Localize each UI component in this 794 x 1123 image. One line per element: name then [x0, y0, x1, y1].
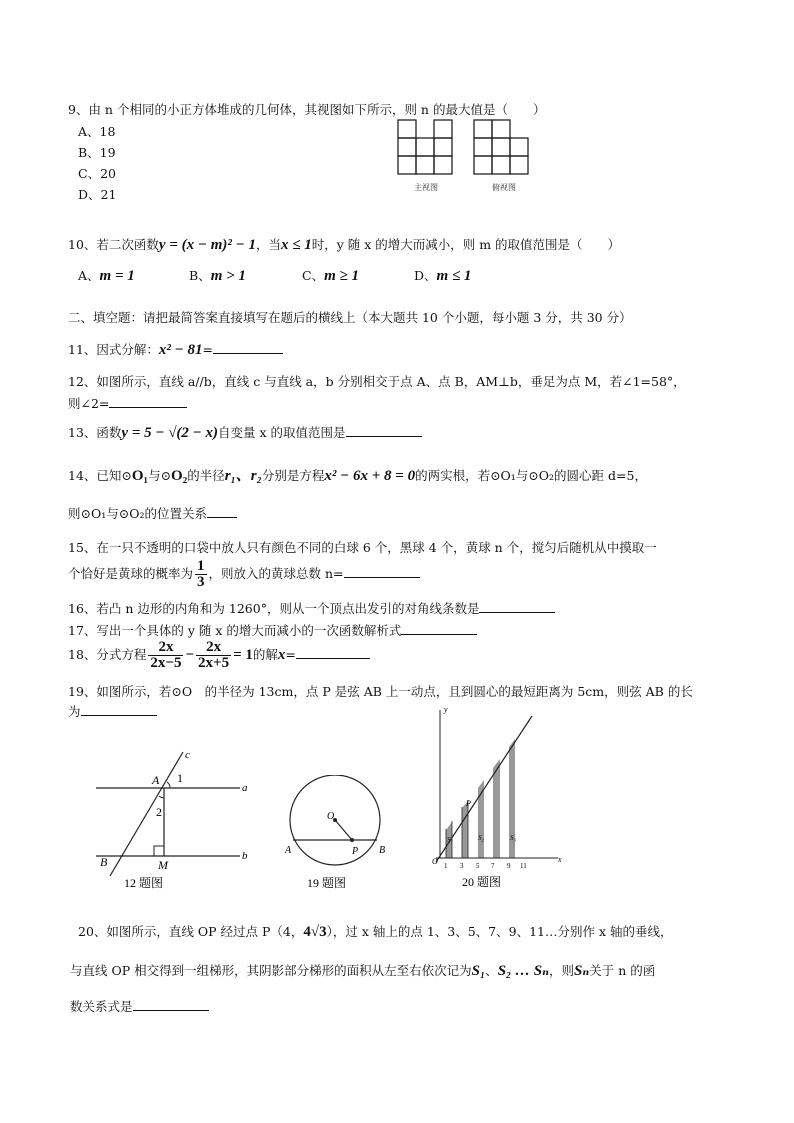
q17-answer-blank [401, 622, 477, 635]
q9-option-d: D、21 [78, 187, 117, 202]
svg-text:B: B [379, 845, 386, 856]
section2-heading: 二、填空题：请把最简答案直接填写在题后的横线上（本大题共 10 个小题，每小题 3 分，共 30 分） [68, 310, 632, 325]
q11: 11、因式分解：x² − 81= [68, 340, 283, 359]
svg-text:x: x [558, 855, 562, 864]
front-view-grid [398, 120, 452, 174]
q15-answer-blank [344, 565, 420, 578]
q19-line2: 为 [68, 702, 157, 720]
q10-function: y = (x − m)² − 1 [158, 237, 256, 253]
svg-text:M: M [158, 858, 168, 872]
q13-answer-blank [346, 424, 422, 437]
q12-line2: 则∠2= [68, 394, 187, 412]
q10-stem: 10、若二次函数y = (x − m)² − 1，当x ≤ 1时，y 随 x 的增大而减小，则 m 的取值范围是（ ） [68, 237, 621, 253]
top-view-label: 俯视图 [492, 183, 516, 192]
q19-answer-blank [81, 703, 157, 716]
q20-line3: 数关系式是 [70, 997, 209, 1015]
q9-option-b: B、19 [78, 145, 116, 160]
q9-stem: 9、由 n 个相同的小正方体堆成的几何体，其视图如下所示，则 n 的最大值是（ ） [68, 102, 546, 117]
fig12-caption: 12 题图 [124, 876, 164, 890]
svg-text:1: 1 [444, 862, 448, 870]
svg-text:A: A [152, 773, 160, 787]
fig20 [430, 706, 570, 891]
q20-line2: 与直线 OP 相交得到一组梯形，其阴影部分梯形的面积从左至右依次记为S₁、S₂ … Sₙ，则Sₙ关于 n 的函 [70, 963, 656, 979]
q16-answer-blank [479, 600, 555, 613]
svg-text:y: y [444, 706, 448, 714]
q10-option-d: D、m ≤ 1 [414, 268, 472, 284]
svg-text:B: B [100, 855, 108, 869]
q15-line2: 个恰好是黄球的概率为 $\frac{1}{3}$ ，则放入的黄球总数 n= [68, 559, 420, 590]
q11-answer-blank [213, 341, 283, 354]
top-view-grid [474, 120, 528, 174]
q12-answer-blank [109, 395, 187, 408]
q12-line1: 12、如图所示，直线 a//b，直线 c 与直线 a，b 分别相交于点 A、点 B，AM⊥b，垂足为点 M，若∠1=58°， [68, 374, 686, 389]
fig12 [90, 748, 260, 893]
svg-text:c: c [185, 749, 190, 761]
q16: 16、若凸 n 边形的内角和为 1260°，则从一个顶点出发引的对角线条数是 [68, 599, 555, 617]
fig19-caption: 19 题图 [307, 876, 347, 890]
fig20-caption: 20 题图 [462, 875, 502, 889]
q10-option-c: C、m ≥ 1 [302, 268, 359, 284]
svg-text:P: P [466, 799, 471, 808]
q19-line1: 19、如图所示，若⊙O 的半径为 13cm，点 P 是弦 AB 上一动点，且到圆心的最短距离为 5cm，则弦 AB 的长 [68, 684, 693, 699]
q10-condition: x ≤ 1 [280, 237, 312, 253]
q10-option-a: A、m = 1 [78, 268, 135, 284]
q20-answer-blank [133, 998, 209, 1011]
svg-text:1: 1 [177, 771, 183, 785]
svg-text:9: 9 [507, 862, 511, 870]
q17: 17、写出一个具体的 y 随 x 的增大而减小的一次函数解析式 [68, 621, 477, 639]
q13: 13、函数y = 5 − √(2 − x)自变量 x 的取值范围是 [68, 423, 422, 442]
svg-text:S₁: S₁ [447, 836, 453, 844]
q14-line2: 则⊙O₁与⊙O₂的位置关系 [68, 504, 237, 522]
front-view-label: 主视图 [414, 183, 438, 192]
svg-text:O: O [327, 811, 335, 822]
fig19 [280, 775, 400, 895]
q20-line1: 20、如图所示，直线 OP 经过点 P（4，4√3），过 x 轴上的点 1、3、5、7、9、11…分别作 x 轴的垂线， [78, 924, 673, 940]
q18: 18、分式方程 $\frac{2x}{2x-5}$ − $\frac{2x}{2x+5}$ = 1的解x= [68, 640, 370, 671]
svg-text:a: a [242, 782, 248, 794]
svg-text:3: 3 [460, 862, 464, 870]
svg-text:2: 2 [156, 805, 162, 819]
svg-text:P: P [352, 846, 359, 857]
q10-option-b: B、m > 1 [189, 268, 246, 284]
q14-line1: 14、已知⊙O₁与⊙O₂的半径r₁、r₂分别是方程x² − 6x + 8 = 0的两实根，若⊙O₁与⊙O₂的圆心距 d=5， [68, 468, 647, 484]
q14-answer-blank [207, 505, 237, 518]
svg-text:11: 11 [520, 862, 527, 870]
svg-text:O: O [432, 857, 438, 866]
svg-text:7: 7 [491, 862, 495, 870]
q9-option-c: C、20 [78, 166, 116, 181]
q18-answer-blank [296, 646, 370, 659]
q15-line1: 15、在一只不透明的口袋中放人只有颜色不同的白球 6 个，黑球 4 个，黄球 n 个，搅匀后随机从中摸取一 [68, 540, 657, 555]
svg-text:A: A [285, 845, 292, 856]
svg-text:b: b [242, 850, 248, 862]
q9-views-figure [396, 118, 536, 198]
svg-text:5: 5 [476, 862, 480, 870]
svg-text:S₂: S₂ [478, 834, 484, 842]
q9-option-a: A、18 [78, 124, 116, 139]
svg-text:S₃: S₃ [510, 834, 516, 842]
